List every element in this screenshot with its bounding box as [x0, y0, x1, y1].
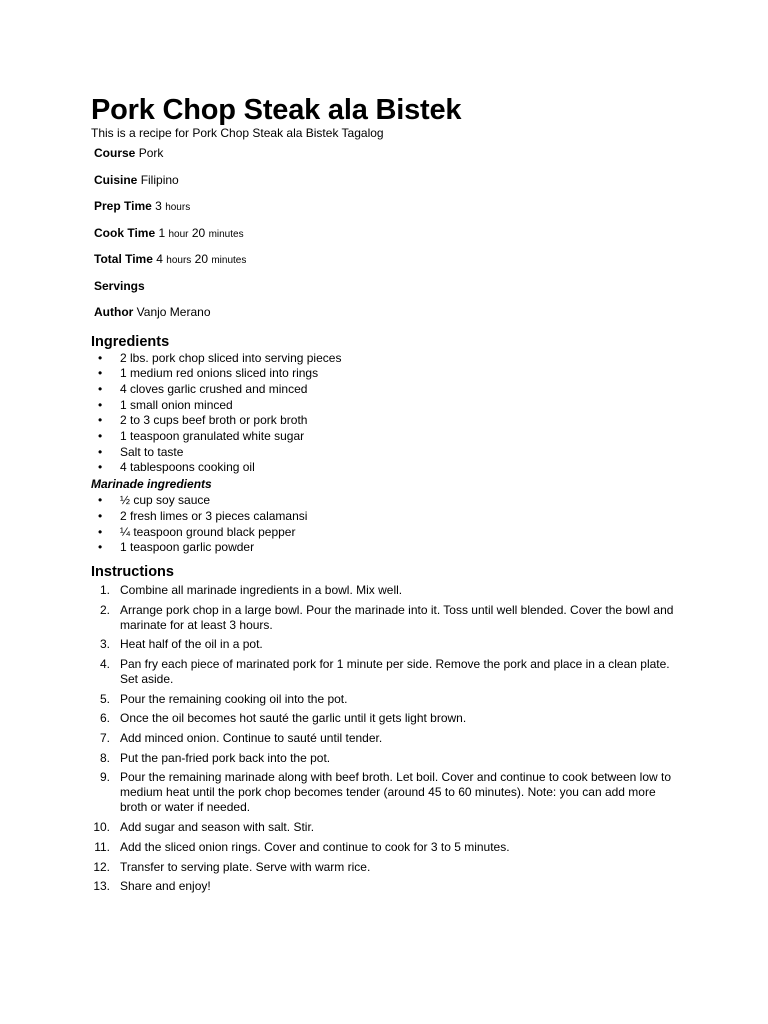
ingredient-text: 4 cloves garlic crushed and minced — [120, 381, 308, 396]
list-item — [91, 637, 681, 652]
meta-prep-time-hours: 3 — [155, 199, 162, 213]
step-text: Put the pan-fried pork back into the pot. — [120, 750, 331, 765]
meta-servings — [94, 279, 681, 306]
list-item — [91, 770, 681, 815]
list-item — [91, 429, 681, 445]
meta-cuisine-value: Filipino — [140, 172, 179, 187]
ingredients-heading: Ingredients — [91, 333, 170, 350]
meta-servings-label: Servings — [94, 278, 145, 293]
bullet-icon: • — [98, 350, 103, 365]
meta-course — [94, 146, 681, 173]
list-item — [91, 540, 681, 556]
meta-prep-time-hours-unit: hours — [165, 202, 191, 213]
list-item — [91, 657, 681, 687]
step-text: Pan fry each piece of marinated pork for 1 minute per side. Remove the pork and place in a clean plate. Set aside. — [120, 657, 670, 686]
list-item — [91, 692, 681, 707]
list-item — [91, 603, 681, 633]
meta-cook-time-hours-unit: hour — [168, 228, 189, 240]
marinade-text: 2 fresh limes or 3 pieces calamansi — [120, 508, 308, 523]
meta-author-value: Vanjo Merano — [136, 305, 211, 319]
list-item — [91, 460, 681, 476]
step-text: Transfer to serving plate. Serve with warm rice. — [120, 859, 371, 874]
meta-author — [94, 305, 681, 332]
meta-cook-time-label: Cook Time — [94, 225, 156, 240]
meta-course-label: Course — [94, 146, 136, 160]
step-text: Add minced onion. Continue to sauté until tender. — [120, 731, 383, 746]
bullet-icon: • — [98, 413, 103, 428]
ingredient-text: 2 to 3 cups beef broth or pork broth — [120, 413, 308, 428]
list-item — [91, 413, 681, 429]
meta-cook-time — [94, 226, 681, 253]
bullet-icon: • — [98, 381, 103, 396]
step-text: Once the oil becomes hot sauté the garlic until it gets light brown. — [120, 711, 467, 726]
step-number: 5. — [99, 691, 110, 706]
bullet-icon: • — [98, 397, 103, 412]
meta-prep-time — [94, 199, 681, 226]
step-number: 10. — [93, 820, 110, 835]
bullet-icon: • — [98, 366, 103, 381]
marinade-text: ¼ teaspoon ground black pepper — [120, 524, 296, 539]
ingredients-list — [91, 351, 681, 477]
meta-cook-time-hours: 1 — [158, 225, 166, 240]
list-item — [91, 493, 681, 509]
list-item — [91, 840, 681, 855]
meta-total-time — [94, 252, 681, 279]
meta-cook-time-minutes-unit: minutes — [208, 228, 244, 240]
marinade-list — [91, 493, 681, 556]
recipe-title: Pork Chop Steak ala Bistek — [91, 94, 462, 126]
list-item — [91, 751, 681, 766]
meta-total-time-label: Total Time — [94, 252, 153, 266]
bullet-icon: • — [98, 540, 103, 555]
meta-cuisine — [94, 173, 681, 200]
marinade-text: 1 teaspoon garlic powder — [120, 540, 255, 555]
bullet-icon: • — [98, 429, 103, 444]
list-item — [91, 398, 681, 414]
bullet-icon: • — [98, 493, 103, 508]
step-number: 11. — [94, 839, 110, 854]
list-item — [91, 509, 681, 525]
step-number: 2. — [99, 602, 110, 617]
step-number: 7. — [99, 731, 110, 746]
meta-cook-time-minutes: 20 — [191, 225, 206, 240]
step-text: Heat half of the oil in a pot. — [120, 637, 263, 652]
instructions-heading: Instructions — [91, 563, 174, 580]
step-text: Arrange pork chop in a large bowl. Pour the marinade into it. Toss until well blended. Cover the bowl and marinate for at least 3 hours. — [120, 602, 674, 632]
recipe-subtitle: This is a recipe for Pork Chop Steak ala Bistek Tagalog — [91, 126, 384, 140]
list-item — [91, 583, 681, 598]
bullet-icon: • — [98, 524, 103, 539]
step-text: Share and enjoy! — [120, 879, 211, 894]
bullet-icon: • — [98, 508, 103, 523]
ingredient-text: Salt to taste — [120, 444, 184, 459]
marinade-heading: Marinade ingredients — [91, 477, 212, 492]
meta-total-time-hours: 4 — [156, 252, 163, 266]
step-number: 1. — [99, 582, 110, 597]
meta-total-time-hours-unit: hours — [166, 255, 192, 266]
step-number: 9. — [99, 770, 110, 785]
recipe-meta — [91, 146, 681, 332]
meta-cuisine-label: Cuisine — [94, 172, 138, 187]
step-text: Pour the remaining marinade along with beef broth. Let boil. Cover and continue to cook between low to medium heat until the pork chop becomes tender (around 45 to 60 minutes). Note: you can add more broth or water if needed. — [120, 770, 672, 815]
meta-author-label: Author — [94, 305, 134, 319]
step-text: Add sugar and season with salt. Stir. — [120, 820, 315, 835]
step-number: 8. — [99, 750, 110, 765]
step-text: Combine all marinade ingredients in a bowl. Mix well. — [120, 582, 403, 597]
list-item — [91, 382, 681, 398]
step-number: 12. — [93, 859, 110, 874]
ingredient-text: 1 small onion minced — [120, 397, 233, 412]
meta-total-time-minutes: 20 — [194, 252, 208, 266]
step-number: 3. — [99, 637, 110, 652]
list-item — [91, 525, 681, 541]
step-number: 4. — [99, 657, 110, 671]
bullet-icon: • — [98, 444, 103, 459]
meta-total-time-minutes-unit: minutes — [211, 255, 247, 266]
step-number: 6. — [99, 711, 110, 726]
ingredient-text: 1 medium red onions sliced into rings — [120, 366, 319, 381]
list-item — [91, 711, 681, 726]
list-item — [91, 445, 681, 461]
list-item — [91, 860, 681, 875]
ingredient-text: 1 teaspoon granulated white sugar — [120, 429, 305, 444]
list-item — [91, 366, 681, 382]
ingredient-text: 2 lbs. pork chop sliced into serving pieces — [120, 350, 342, 365]
list-item — [91, 879, 681, 894]
meta-prep-time-label: Prep Time — [94, 199, 152, 213]
step-text: Pour the remaining cooking oil into the pot. — [120, 691, 348, 706]
bullet-icon: • — [98, 460, 103, 475]
list-item — [91, 731, 681, 746]
instructions-list — [91, 583, 681, 894]
step-text: Add the sliced onion rings. Cover and continue to cook for 3 to 5 minutes. — [120, 839, 510, 854]
marinade-text: ½ cup soy sauce — [120, 493, 211, 508]
recipe-document — [91, 94, 681, 899]
ingredient-text: 4 tablespoons cooking oil — [120, 460, 255, 475]
list-item — [91, 351, 681, 367]
list-item — [91, 820, 681, 835]
step-number: 13. — [93, 879, 110, 894]
meta-course-value: Pork — [138, 146, 164, 160]
